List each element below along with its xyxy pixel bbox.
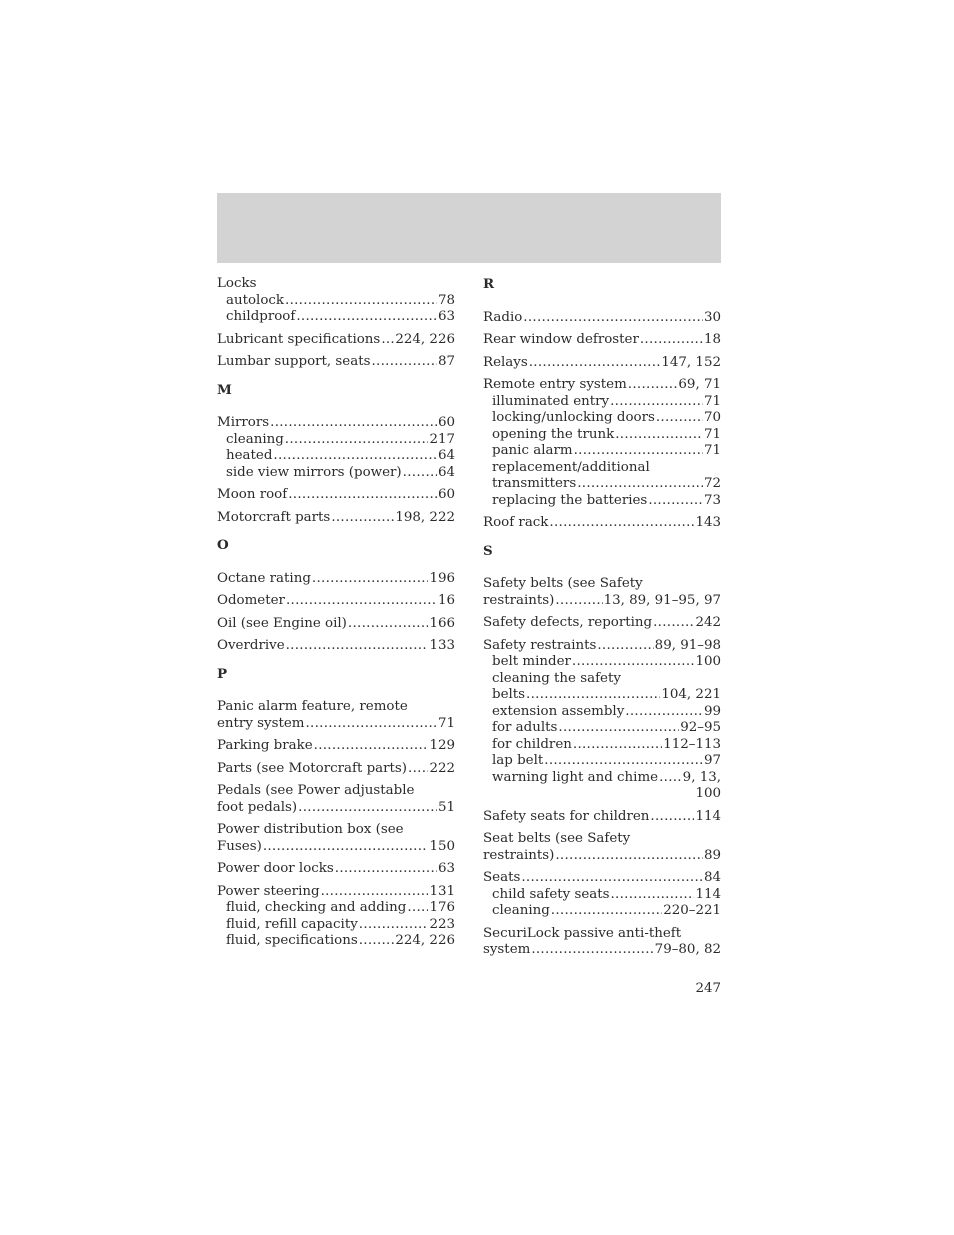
index-entry bbox=[217, 738, 455, 755]
index-entry bbox=[217, 332, 455, 349]
page-ref: 18 bbox=[703, 332, 721, 347]
index-line bbox=[217, 638, 455, 655]
entry-text: childproof bbox=[226, 309, 296, 324]
entry-text: Parts (see Motorcraft parts) bbox=[217, 760, 408, 776]
index-subentry bbox=[483, 460, 721, 477]
entry-text: Remote entry system bbox=[483, 377, 627, 392]
dot-leader bbox=[640, 332, 703, 349]
dot-leader bbox=[359, 917, 429, 934]
index-entry bbox=[217, 276, 455, 326]
page-ref: 114 bbox=[695, 886, 721, 902]
entry-text: cleaning bbox=[492, 903, 550, 918]
dot-leader bbox=[273, 448, 437, 465]
entry-text: transmitters bbox=[492, 476, 577, 491]
index-entry bbox=[483, 377, 721, 509]
section-letter: M bbox=[217, 381, 232, 398]
index-entry bbox=[217, 761, 455, 778]
index-subentry bbox=[483, 903, 721, 920]
dot-leader bbox=[523, 310, 703, 327]
index-entry bbox=[217, 571, 455, 588]
page-ref: 9, 13, bbox=[682, 769, 721, 785]
index-subentry bbox=[483, 394, 721, 411]
index-entry bbox=[483, 831, 721, 864]
page-ref: 147, 152 bbox=[661, 354, 721, 370]
entry-text: locking/unlocking doors bbox=[492, 410, 655, 425]
dot-leader bbox=[335, 861, 437, 878]
entry-text: Motorcraft parts bbox=[217, 509, 331, 525]
entry-text: Lubricant specifications bbox=[217, 331, 381, 347]
page-ref: 13, 89, 91–95, 97 bbox=[603, 592, 721, 608]
index-line bbox=[483, 355, 721, 372]
page-ref: 69, 71 bbox=[678, 377, 721, 392]
index-line bbox=[217, 487, 455, 504]
entry-text: Panic alarm feature, remote bbox=[217, 699, 408, 714]
index-subentry bbox=[483, 737, 721, 754]
dot-leader bbox=[526, 687, 660, 704]
index-line bbox=[217, 571, 455, 588]
dot-leader bbox=[628, 377, 678, 394]
index-line bbox=[483, 809, 721, 826]
entry-text: opening the trunk bbox=[492, 426, 615, 442]
page-ref: 30 bbox=[703, 309, 721, 325]
index-entry bbox=[217, 822, 455, 855]
dot-leader bbox=[625, 704, 703, 721]
index-entry bbox=[217, 638, 455, 655]
page-ref: 143 bbox=[695, 515, 721, 530]
page-ref: 89 bbox=[703, 847, 721, 863]
index-subentry bbox=[483, 887, 721, 904]
dot-leader bbox=[321, 884, 429, 901]
dot-leader bbox=[555, 848, 703, 865]
index-subentry bbox=[217, 432, 455, 449]
index-subentry bbox=[217, 309, 455, 326]
index-entry bbox=[483, 310, 721, 327]
index-subentry bbox=[483, 493, 721, 510]
page-ref: 220–221 bbox=[663, 903, 721, 918]
entry-text: Rear window defroster bbox=[483, 332, 639, 347]
page-ref: 100 bbox=[695, 654, 721, 669]
index-subentry bbox=[483, 687, 721, 704]
dot-leader bbox=[615, 427, 703, 444]
entry-text: Odometer bbox=[217, 593, 285, 608]
dot-leader bbox=[314, 738, 429, 755]
entry-text: extension assembly bbox=[492, 703, 625, 719]
entry-text: fluid, checking and adding bbox=[226, 900, 407, 915]
index-entry bbox=[217, 861, 455, 878]
index-line bbox=[217, 861, 455, 878]
entry-text: Power door locks bbox=[217, 861, 334, 876]
index-line bbox=[217, 783, 455, 800]
entry-text: entry system bbox=[217, 715, 305, 731]
index-entry bbox=[217, 699, 455, 732]
index-entry bbox=[483, 809, 721, 826]
index-column-right bbox=[483, 276, 721, 965]
index-line bbox=[483, 638, 721, 655]
entry-text: replacing the batteries bbox=[492, 492, 648, 508]
dot-leader bbox=[558, 720, 679, 737]
dot-leader bbox=[653, 615, 694, 632]
index-line bbox=[217, 415, 455, 432]
index-line bbox=[483, 377, 721, 394]
entry-text: SecuriLock passive anti-theft bbox=[483, 925, 682, 941]
dot-leader bbox=[305, 716, 436, 733]
entry-text: side view mirrors (power) bbox=[226, 464, 402, 480]
dot-leader bbox=[572, 654, 695, 671]
entry-text: belt minder bbox=[492, 654, 571, 669]
entry-text: foot pedals) bbox=[217, 799, 298, 815]
entry-text: Radio bbox=[483, 309, 523, 325]
index-entry bbox=[483, 515, 721, 532]
page-ref: 63 bbox=[437, 861, 455, 876]
index-line bbox=[483, 332, 721, 349]
index-line bbox=[217, 332, 455, 349]
page-ref: 223 bbox=[429, 916, 455, 932]
index-line bbox=[217, 761, 455, 778]
index-subentry bbox=[483, 753, 721, 770]
page-ref: 100 bbox=[695, 786, 721, 801]
page-ref: 79–80, 82 bbox=[654, 942, 721, 957]
index-line bbox=[483, 926, 721, 943]
page-ref: 104, 221 bbox=[661, 687, 721, 702]
index-line bbox=[217, 800, 455, 817]
index-line bbox=[483, 310, 721, 327]
entry-text: Octane rating bbox=[217, 570, 311, 586]
index-line bbox=[217, 839, 455, 856]
dot-leader bbox=[573, 737, 662, 754]
index-line bbox=[217, 354, 455, 371]
index-line bbox=[483, 615, 721, 632]
dot-leader bbox=[551, 903, 662, 920]
page-ref: 89, 91–98 bbox=[654, 637, 721, 653]
index-subentry bbox=[483, 654, 721, 671]
index-line bbox=[483, 576, 721, 593]
page-ref: 129 bbox=[429, 738, 455, 753]
dot-leader bbox=[577, 476, 703, 493]
index-entry bbox=[483, 638, 721, 803]
entry-text: restraints) bbox=[483, 847, 555, 863]
section-letter: O bbox=[217, 537, 229, 553]
entry-text: illuminated entry bbox=[492, 393, 610, 409]
page-ref: 224, 226 bbox=[395, 933, 455, 948]
page-ref: 64 bbox=[437, 464, 455, 480]
page-ref: 114 bbox=[695, 808, 721, 824]
section-letter: R bbox=[483, 276, 495, 292]
dot-leader bbox=[597, 638, 653, 655]
index-line bbox=[483, 593, 721, 610]
header-band bbox=[217, 193, 721, 263]
page-ref: 71 bbox=[703, 426, 721, 442]
entry-text: Parking brake bbox=[217, 738, 313, 753]
dot-leader bbox=[285, 293, 437, 310]
page-ref: 78 bbox=[437, 292, 455, 308]
page-ref: 198, 222 bbox=[395, 509, 455, 525]
entry-text: Overdrive bbox=[217, 638, 285, 653]
dot-leader bbox=[381, 332, 394, 349]
dot-leader bbox=[359, 933, 395, 950]
entry-text: autolock bbox=[226, 292, 285, 308]
page-ref: 70 bbox=[703, 410, 721, 425]
index-subentry bbox=[217, 917, 455, 934]
page-ref: 72 bbox=[703, 476, 721, 491]
dot-leader bbox=[331, 510, 394, 527]
page-ref: 224, 226 bbox=[395, 331, 455, 347]
page-ref: 112–113 bbox=[663, 736, 721, 752]
entry-text: Roof rack bbox=[483, 515, 549, 530]
index-line bbox=[217, 822, 455, 839]
index-entry bbox=[483, 615, 721, 632]
dot-leader bbox=[549, 515, 694, 532]
dot-leader bbox=[574, 443, 703, 460]
index-entry bbox=[217, 510, 455, 527]
dot-leader bbox=[648, 493, 703, 510]
entry-text: fluid, refill capacity bbox=[226, 916, 358, 932]
page-ref: 71 bbox=[703, 393, 721, 409]
page-ref: 133 bbox=[429, 638, 455, 653]
entry-text: Mirrors bbox=[217, 415, 270, 430]
index-line bbox=[217, 716, 455, 733]
page-ref: 60 bbox=[437, 415, 455, 430]
entry-text: belts bbox=[492, 687, 526, 702]
entry-text: Relays bbox=[483, 354, 528, 370]
dot-leader bbox=[286, 593, 437, 610]
index-entry bbox=[217, 487, 455, 504]
index-line bbox=[483, 831, 721, 848]
entry-text: cleaning bbox=[226, 431, 284, 447]
dot-leader bbox=[298, 800, 437, 817]
index-line-continuation bbox=[483, 786, 721, 803]
index-subentry bbox=[217, 448, 455, 465]
page-ref: 64 bbox=[437, 448, 455, 463]
index-line bbox=[217, 738, 455, 755]
page-ref: 222 bbox=[429, 760, 455, 776]
entry-text: Safety seats for children bbox=[483, 808, 650, 824]
index-subentry bbox=[483, 443, 721, 460]
index-line bbox=[217, 699, 455, 716]
entry-text: for children bbox=[492, 736, 572, 752]
entry-text: Safety defects, reporting bbox=[483, 615, 653, 630]
entry-text: Locks bbox=[217, 276, 257, 291]
page-ref: 92–95 bbox=[680, 720, 721, 735]
index-subentry bbox=[483, 427, 721, 444]
section-letter: P bbox=[217, 665, 228, 682]
entry-text: system bbox=[483, 942, 531, 957]
index-entry bbox=[217, 884, 455, 950]
index-line bbox=[483, 942, 721, 959]
index-subentry bbox=[217, 293, 455, 310]
dot-leader bbox=[296, 309, 437, 326]
dot-leader bbox=[544, 753, 703, 770]
dot-leader bbox=[348, 616, 429, 633]
dot-leader bbox=[521, 870, 703, 887]
index-subentry bbox=[483, 720, 721, 737]
page-ref: 176 bbox=[429, 900, 455, 915]
dot-leader bbox=[285, 432, 429, 449]
dot-leader bbox=[403, 465, 437, 482]
index-line bbox=[217, 510, 455, 527]
page-ref: 71 bbox=[703, 443, 721, 458]
index-line bbox=[483, 515, 721, 532]
section-letter: S bbox=[483, 542, 493, 559]
index-entry bbox=[483, 355, 721, 372]
index-entry bbox=[217, 593, 455, 610]
index-subentry bbox=[483, 704, 721, 721]
index-subentry bbox=[217, 465, 455, 482]
entry-text: Pedals (see Power adjustable bbox=[217, 783, 415, 798]
entry-text: Seat belts (see Safety bbox=[483, 831, 631, 846]
page-ref: 99 bbox=[703, 703, 721, 719]
index-line bbox=[217, 593, 455, 610]
dot-leader bbox=[286, 638, 429, 655]
index-entry bbox=[217, 616, 455, 633]
index-line bbox=[483, 848, 721, 865]
page-number: 247 bbox=[695, 981, 721, 996]
entry-text: Lumbar support, seats bbox=[217, 354, 371, 369]
page-ref: 131 bbox=[429, 883, 455, 899]
index-line bbox=[217, 884, 455, 901]
entry-text: Seats bbox=[483, 870, 521, 885]
entry-text: child safety seats bbox=[492, 886, 610, 902]
dot-leader bbox=[656, 410, 703, 427]
entry-text: Fuses) bbox=[217, 838, 262, 854]
page-ref: 166 bbox=[429, 615, 455, 631]
entry-text: warning light and chime bbox=[492, 769, 659, 785]
index-subentry bbox=[483, 476, 721, 493]
page-ref: 60 bbox=[437, 487, 455, 502]
entry-text: Safety restraints bbox=[483, 637, 597, 653]
page-ref: 16 bbox=[437, 593, 455, 608]
index-subentry bbox=[217, 900, 455, 917]
index-subentry bbox=[483, 671, 721, 688]
index-entry bbox=[217, 354, 455, 371]
index-subentry bbox=[483, 410, 721, 427]
entry-text: fluid, specifications bbox=[226, 933, 358, 948]
page-ref: 63 bbox=[437, 309, 455, 324]
index-entry bbox=[483, 576, 721, 609]
index-subentry bbox=[217, 933, 455, 950]
entry-text: Safety belts (see Safety bbox=[483, 576, 643, 591]
entry-text: restraints) bbox=[483, 592, 555, 608]
page-ref: 71 bbox=[437, 715, 455, 731]
index-entry bbox=[483, 870, 721, 920]
index-line bbox=[217, 276, 455, 293]
dot-leader bbox=[531, 942, 653, 959]
index-entry bbox=[217, 783, 455, 816]
dot-leader bbox=[312, 571, 429, 588]
index-entry bbox=[217, 415, 455, 481]
dot-leader bbox=[555, 593, 602, 610]
index-line bbox=[483, 870, 721, 887]
dot-leader bbox=[288, 487, 437, 504]
entry-text: Power distribution box (see bbox=[217, 822, 404, 837]
index-column-left bbox=[217, 276, 455, 956]
dot-leader bbox=[371, 354, 436, 371]
page-ref: 217 bbox=[429, 431, 455, 447]
entry-text: Moon roof bbox=[217, 487, 288, 502]
dot-leader bbox=[270, 415, 437, 432]
page-ref: 242 bbox=[695, 615, 721, 630]
page-ref: 87 bbox=[437, 354, 455, 369]
dot-leader bbox=[529, 355, 661, 372]
entry-text: cleaning the safety bbox=[492, 670, 621, 686]
entry-text: lap belt bbox=[492, 753, 544, 768]
entry-text: Power steering bbox=[217, 883, 320, 899]
page-ref: 84 bbox=[703, 870, 721, 885]
dot-leader bbox=[407, 900, 428, 917]
index-entry bbox=[483, 332, 721, 349]
entry-text: Oil (see Engine oil) bbox=[217, 615, 347, 631]
page-ref: 150 bbox=[429, 838, 455, 854]
entry-text: panic alarm bbox=[492, 443, 573, 458]
dot-leader bbox=[659, 770, 682, 787]
dot-leader bbox=[610, 394, 703, 411]
entry-text: heated bbox=[226, 448, 273, 463]
dot-leader bbox=[611, 887, 695, 904]
index-entry bbox=[483, 926, 721, 959]
page-ref: 97 bbox=[703, 753, 721, 768]
dot-leader bbox=[650, 809, 694, 826]
entry-text: replacement/additional bbox=[492, 459, 650, 475]
page-ref: 196 bbox=[429, 570, 455, 586]
index-subentry bbox=[483, 770, 721, 787]
dot-leader bbox=[408, 761, 428, 778]
dot-leader bbox=[263, 839, 429, 856]
page-ref: 51 bbox=[437, 799, 455, 815]
index-line bbox=[217, 616, 455, 633]
page-ref: 73 bbox=[703, 492, 721, 508]
entry-text: for adults bbox=[492, 720, 558, 735]
